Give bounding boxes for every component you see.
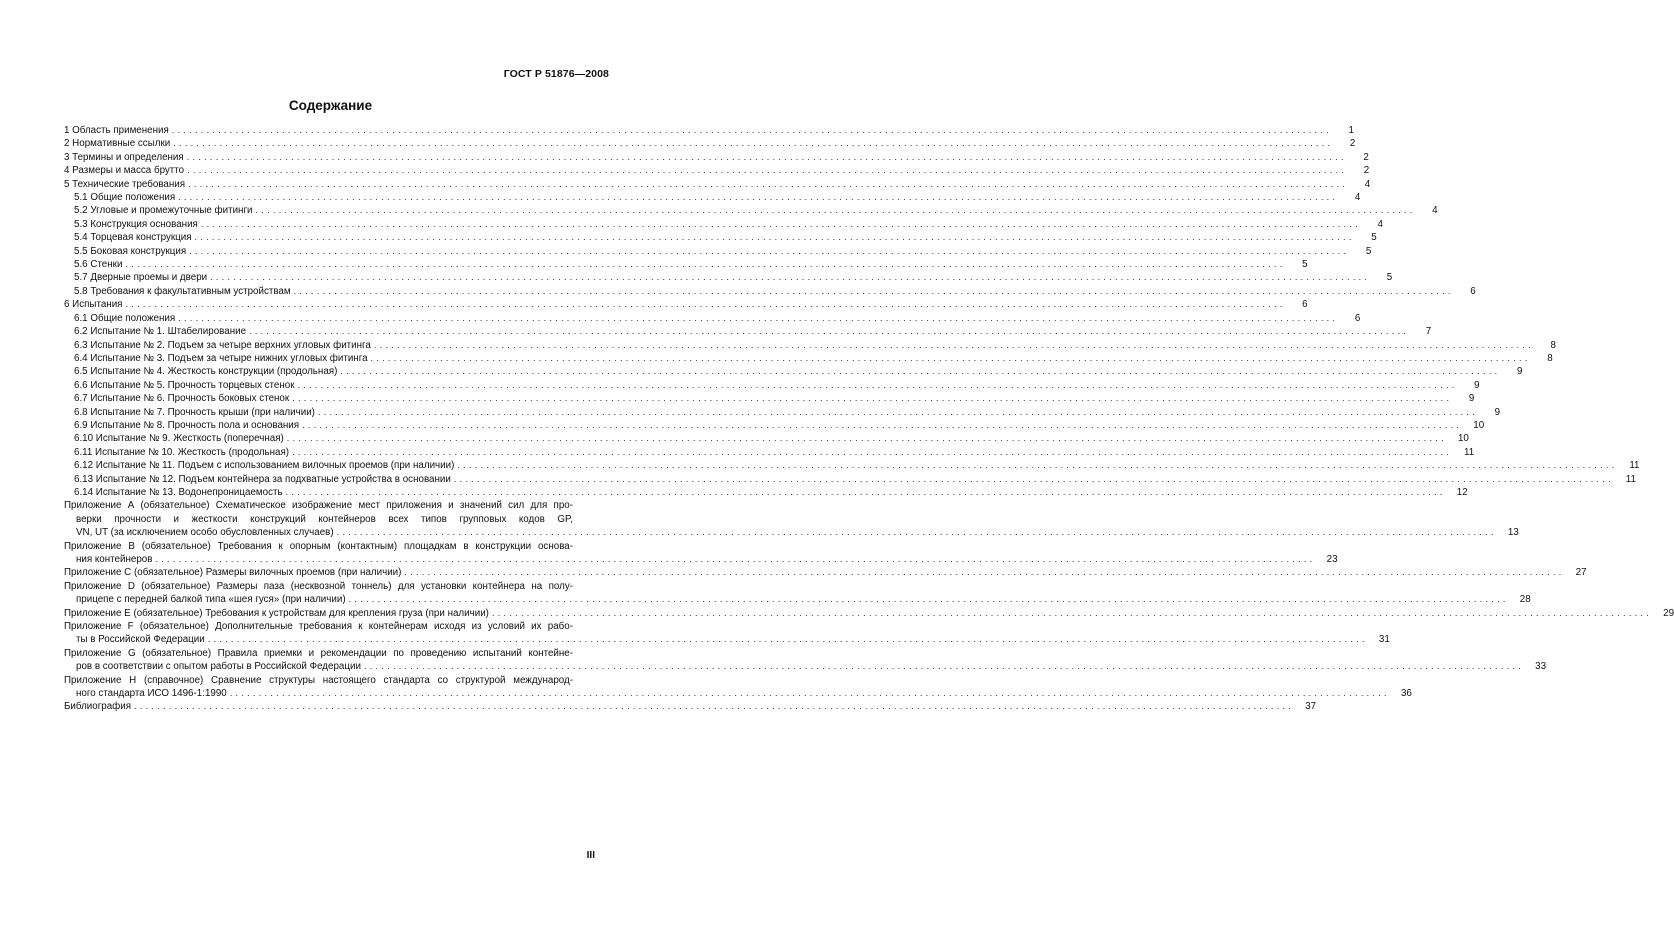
toc-entry[interactable] — [64, 459, 1640, 472]
leader-dots: ........................................................................................................................................................................................................ — [453, 473, 1614, 484]
toc-entry-title: 6.10 Испытание № 9. Жесткость (поперечная) — [74, 433, 284, 445]
toc-entry-page: 8 — [1547, 352, 1553, 364]
toc-entry[interactable] — [64, 446, 1475, 459]
leader-dots: ........................................................................................................................................................................................................ — [348, 594, 1509, 605]
toc-entry-page: 12 — [1456, 486, 1468, 498]
toc-entry-page: 5 — [1302, 259, 1308, 271]
toc-entry[interactable] — [64, 365, 1523, 378]
toc-entry-page: 4 — [1354, 192, 1361, 204]
toc-entry[interactable] — [64, 392, 1475, 405]
toc-entry-page: 4 — [1364, 178, 1371, 190]
toc-entry[interactable] — [64, 151, 1369, 164]
leader-dots: ........................................................................................................................................................................................................ — [302, 419, 1463, 430]
leader-dots: ........................................................................................................................................................................................................ — [178, 192, 1339, 203]
toc-entry-title: 5.3 Конструкция основания — [74, 218, 198, 230]
toc-entry[interactable] — [64, 499, 1519, 539]
toc-entry[interactable] — [64, 298, 1308, 311]
toc-entry-page: 6 — [1354, 312, 1361, 324]
leader-dots: ........................................................................................................................................................................................................ — [297, 379, 1458, 390]
leader-dots: ........................................................................................................................................................................................................ — [207, 634, 1368, 645]
toc-entry-title: 2 Нормативные ссылки — [64, 138, 171, 150]
toc-entry-page: 9 — [1517, 366, 1523, 378]
toc-entry-page: 11 — [1464, 446, 1475, 458]
toc-entry-page: 2 — [1363, 165, 1370, 177]
leader-dots: ........................................................................................................................................................................................................ — [249, 326, 1410, 337]
toc-entry-page: 13 — [1507, 527, 1519, 539]
page-number: III — [586, 850, 595, 861]
toc-entry[interactable] — [64, 312, 1361, 325]
toc-entry-title: 5.8 Требования к факультативным устройствам — [74, 285, 291, 297]
leader-dots: ........................................................................................................................................................................................................ — [317, 406, 1479, 417]
toc-entry-title: 6.5 Испытание № 4. Жесткость конструкции (продольная) — [74, 366, 338, 378]
toc-entry-page: 10 — [1473, 419, 1485, 431]
toc-entry-title: 6.9 Испытание № 8. Прочность пола и основания — [74, 419, 300, 431]
leader-dots: ........................................................................................................................................................................................................ — [292, 393, 1453, 404]
toc-entry-title: 6.8 Испытание № 7. Прочность крыши (при наличии) — [74, 406, 315, 418]
leader-dots: ........................................................................................................................................................................................................ — [186, 151, 1347, 162]
toc-entry-title: 6.14 Испытание № 13. Водонепроницаемость — [74, 486, 283, 498]
toc-entry-title: прицепе с передней балкой типа «шея гуся» (при наличии) — [76, 594, 346, 606]
leader-dots: ........................................................................................................................................................................................................ — [200, 218, 1361, 229]
leader-dots: ........................................................................................................................................................................................................ — [457, 460, 1618, 471]
leader-dots: ........................................................................................................................................................................................................ — [189, 245, 1350, 256]
toc-entry-page: 6 — [1302, 299, 1308, 311]
toc-entry[interactable] — [64, 191, 1361, 204]
toc-entry-title: VN, UT (за исключением особо обусловленных случаев) — [76, 527, 334, 539]
toc-entry[interactable] — [64, 406, 1501, 419]
leader-dots: ........................................................................................................................................................................................................ — [171, 125, 1332, 135]
toc-entry-page: 31 — [1378, 634, 1390, 646]
leader-dots: ........................................................................................................................................................................................................ — [255, 205, 1416, 216]
toc-entry[interactable] — [64, 352, 1553, 365]
toc-entry-title: ного стандарта ИСО 1496-1:1990 — [76, 688, 227, 700]
toc-entry-page: 2 — [1349, 138, 1356, 150]
toc-entry-page: 5 — [1386, 272, 1393, 284]
toc-entry-page: 9 — [1468, 393, 1475, 405]
toc-entry[interactable] — [64, 432, 1469, 445]
toc-entry[interactable] — [64, 419, 1485, 432]
toc-entry-page: 33 — [1535, 661, 1547, 673]
toc-entry-page: 29 — [1663, 607, 1674, 619]
leader-dots: ........................................................................................................................................................................................................ — [188, 178, 1349, 189]
toc-entry[interactable] — [64, 620, 1390, 647]
toc-entry[interactable] — [64, 473, 1636, 486]
toc-entry-page: 10 — [1457, 433, 1469, 445]
toc-entry[interactable] — [64, 245, 1372, 258]
toc-entry-page: 5 — [1371, 232, 1377, 244]
toc-entry-title-line: Приложение D (обязательное) Размеры паза (несквозной тоннель) для установки контейнера на полу- — [64, 580, 573, 592]
toc-entry-title: 1 Область применения — [64, 125, 169, 136]
page-title: Содержание — [288, 98, 373, 113]
toc-entry[interactable] — [64, 486, 1468, 499]
leader-dots: ........................................................................................................................................................................................................ — [187, 165, 1348, 176]
toc-entry-title: Приложение Е (обязательное) Требования к устройствам для крепления груза (при наличии) — [64, 607, 489, 619]
toc-entry-page: 28 — [1519, 594, 1531, 606]
toc-entry-page: 11 — [1629, 460, 1640, 472]
toc-entry-title-line: Приложение А (обязательное) Схематическое изображение мест приложения и значений сил для про- — [64, 500, 573, 512]
leader-dots: ........................................................................................................................................................................................................ — [125, 259, 1286, 270]
toc-entry[interactable] — [64, 164, 1370, 177]
leader-dots: ........................................................................................................................................................................................................ — [363, 661, 1525, 672]
leader-dots: ........................................................................................................................................................................................................ — [229, 688, 1390, 699]
leader-dots: ........................................................................................................................................................................................................ — [370, 352, 1531, 363]
toc-entry-title: 5.5 Боковая конструкция — [74, 245, 187, 257]
leader-dots: ........................................................................................................................................................................................................ — [373, 339, 1534, 350]
toc-entry-title: 6.7 Испытание № 6. Прочность боковых стенок — [74, 393, 290, 405]
toc-entry[interactable] — [64, 204, 1438, 217]
toc-entry-title: Библиография — [64, 701, 132, 713]
toc-entry-title-line: Приложение Н (справочное) Сравнение структуры настоящего стандарта со структурой международ- — [64, 674, 573, 686]
toc-entry-page: 4 — [1377, 218, 1383, 230]
leader-dots: ........................................................................................................................................................................................................ — [173, 138, 1334, 149]
document-code: ГОСТ Р 51876—2008 — [503, 68, 609, 80]
leader-dots: ........................................................................................................................................................................................................ — [336, 527, 1497, 538]
toc-entry-title-line: Приложение F (обязательное) Дополнительные требования к контейнерам исходя из условий их рабо- — [64, 621, 573, 633]
toc-entry-page: 23 — [1326, 554, 1338, 565]
leader-dots: ........................................................................................................................................................................................................ — [194, 232, 1355, 243]
toc-entry-title: 6.13 Испытание № 12. Подъем контейнера за подхватные устройства в основании — [74, 473, 451, 485]
toc-entry[interactable] — [64, 285, 1476, 298]
toc-entry-page: 36 — [1400, 688, 1412, 700]
toc-entry[interactable] — [64, 607, 1674, 620]
toc-entry[interactable] — [64, 231, 1377, 244]
toc-entry-title: 6.4 Испытание № 3. Подъем за четыре нижних угловых фитинга — [74, 352, 368, 364]
toc-entry[interactable] — [64, 540, 1338, 567]
toc-entry[interactable] — [64, 218, 1383, 231]
toc-entry-title: ты в Российской Федерации — [76, 634, 205, 646]
toc-entry-page: 5 — [1365, 245, 1372, 257]
toc-entry-title-line: Приложение G (обязательное) Правила приемки и рекомендации по проведению испытаний контейне- — [64, 647, 573, 659]
toc-entry[interactable] — [64, 258, 1308, 271]
toc-entry-title: 6.1 Общие положения — [74, 312, 176, 324]
toc-entry-title-line: верки прочности и жесткости конструкций контейнеров всех типов групповых кодов GP, — [76, 513, 573, 525]
toc-entry-page: 6 — [1470, 285, 1476, 297]
toc-entry[interactable] — [64, 178, 1371, 191]
toc-entry-title: 6.3 Испытание № 2. Подъем за четыре верхних угловых фитинга — [74, 339, 371, 351]
toc-entry-title: 6.11 Испытание № 10. Жесткость (продольная) — [74, 446, 290, 458]
toc-entry-page: 8 — [1550, 339, 1556, 351]
leader-dots: ........................................................................................................................................................................................................ — [155, 554, 1316, 564]
toc-entry-title: 5.4 Торцевая конструкция — [74, 232, 192, 244]
toc-entry-title: 3 Термины и определения — [64, 151, 184, 163]
toc-entry[interactable] — [64, 124, 1354, 137]
toc-entry[interactable] — [64, 325, 1432, 338]
toc-entry-title: Приложение С (обязательное) Размеры вилочных проемов (при наличии) — [64, 567, 402, 579]
toc-entry[interactable] — [64, 339, 1556, 352]
leader-dots: ........................................................................................................................................................................................................ — [285, 486, 1446, 497]
toc-entry[interactable] — [64, 379, 1480, 392]
leader-dots: ........................................................................................................................................................................................................ — [210, 272, 1371, 283]
leader-dots: ........................................................................................................................................................................................................ — [340, 366, 1501, 377]
toc-entry[interactable] — [64, 700, 1317, 713]
toc-entry-page: 11 — [1625, 473, 1636, 485]
toc-entry-title: 5.6 Стенки — [74, 259, 123, 271]
toc-entry[interactable] — [64, 566, 1587, 579]
toc-entry-title: 6 Испытания — [64, 299, 123, 311]
toc-entry[interactable] — [64, 137, 1356, 150]
toc-entry-title: ров в соответствии с опытом работы в Российской Федерации — [76, 661, 361, 673]
toc-entry-title: 6.12 Испытание № 11. Подъем с использованием вилочных проемов (при наличии) — [74, 460, 455, 472]
toc-entry-page: 9 — [1474, 379, 1480, 391]
leader-dots: ........................................................................................................................................................................................................ — [125, 299, 1286, 310]
toc-entry-page: 4 — [1432, 205, 1438, 217]
toc-entry[interactable] — [64, 271, 1393, 284]
toc-entry-title: 5.2 Угловые и промежуточные фитинги — [74, 205, 253, 217]
leader-dots: ........................................................................................................................................................................................................ — [293, 285, 1454, 296]
leader-dots: ........................................................................................................................................................................................................ — [491, 607, 1653, 618]
leader-dots: ........................................................................................................................................................................................................ — [286, 433, 1447, 444]
toc-entry-title: 6.2 Испытание № 1. Штабелирование — [74, 326, 247, 338]
leader-dots: ........................................................................................................................................................................................................ — [292, 446, 1453, 457]
toc-entry-title: 4 Размеры и масса брутто — [64, 165, 185, 177]
toc-entry-page: 27 — [1575, 567, 1587, 579]
toc-entry-title: 6.6 Испытание № 5. Прочность торцевых стенок — [74, 379, 295, 391]
toc-entry[interactable] — [64, 580, 1531, 607]
toc-entry[interactable] — [64, 674, 1412, 701]
toc-entry-title: 5 Технические требования — [64, 178, 186, 190]
toc-entry-page: 37 — [1305, 701, 1317, 713]
toc-entry-page: 2 — [1363, 151, 1369, 163]
toc-entry-page: 9 — [1494, 406, 1501, 418]
toc-entry[interactable] — [64, 647, 1547, 674]
leader-dots: ........................................................................................................................................................................................................ — [404, 567, 1565, 578]
table-of-contents — [64, 124, 1674, 714]
toc-entry-title: ния контейнеров — [76, 554, 153, 565]
leader-dots: ........................................................................................................................................................................................................ — [134, 701, 1295, 712]
toc-entry-page: 7 — [1425, 326, 1432, 338]
toc-entry-page: 1 — [1348, 125, 1354, 136]
toc-entry-title: 5.7 Дверные проемы и двери — [74, 272, 208, 284]
toc-entry-title: 5.1 Общие положения — [74, 192, 176, 204]
leader-dots: ........................................................................................................................................................................................................ — [178, 312, 1339, 323]
toc-entry-title-line: Приложение В (обязательное) Требования к опорным (контактным) площадкам в конструкции основа- — [64, 540, 573, 552]
